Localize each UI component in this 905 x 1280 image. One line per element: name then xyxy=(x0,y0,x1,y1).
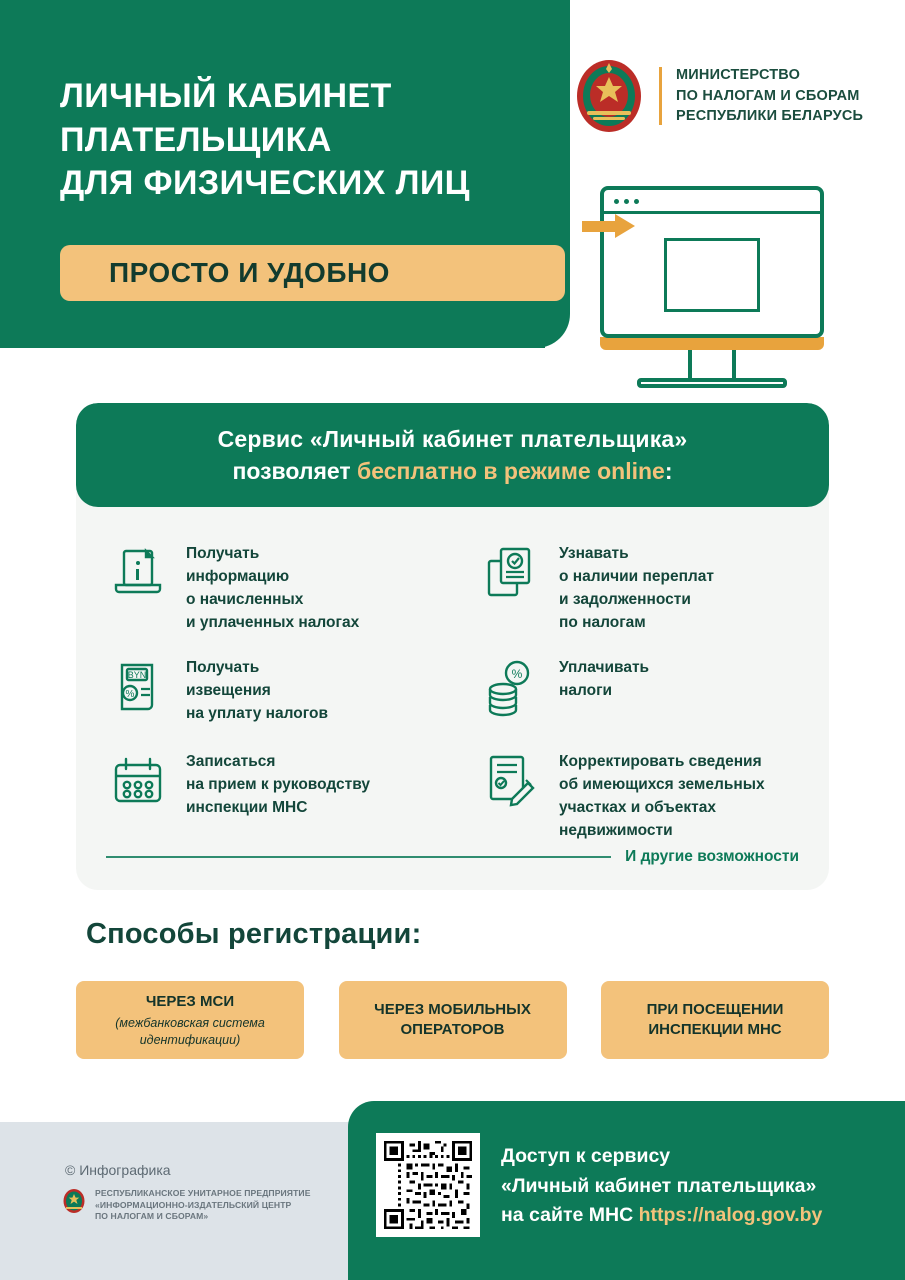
feature-item xyxy=(76,531,449,645)
tagline-badge xyxy=(60,245,565,301)
registration-card-note xyxy=(115,1015,265,1049)
feature-line: на уплату налогов xyxy=(186,704,328,722)
feature-line: недвижимости xyxy=(559,821,673,839)
registration-note-line: идентификации) xyxy=(139,1032,241,1047)
access-line-1: Доступ к сервису xyxy=(501,1145,671,1167)
more-features-row xyxy=(106,848,799,866)
ministry-line-2: ПО НАЛОГАМ И СБОРАМ xyxy=(676,87,860,104)
qr-code[interactable] xyxy=(376,1133,480,1237)
edit-document-icon xyxy=(479,749,543,813)
more-features-label: И другие возможности xyxy=(625,848,799,865)
belarus-emblem-icon xyxy=(573,57,645,135)
feature-line: и уплаченных налогах xyxy=(186,613,360,631)
monitor-stand xyxy=(637,378,787,388)
monitor-neck xyxy=(688,350,736,378)
svg-text:%: % xyxy=(511,666,523,681)
ministry-name xyxy=(676,65,863,127)
feature-line: на прием к руководству xyxy=(186,775,371,793)
feature-line: Получать xyxy=(186,658,260,676)
window-dots-icon xyxy=(614,199,639,204)
registration-card-title: ЧЕРЕЗ МСИ xyxy=(145,992,235,1010)
ministry-line-3: РЕСПУБЛИКИ БЕЛАРУСЬ xyxy=(676,108,864,125)
feature-item xyxy=(449,645,829,739)
feature-line: Уплачивать xyxy=(559,658,650,676)
feature-text xyxy=(559,655,649,703)
feature-line: извещения xyxy=(186,681,271,699)
service-heading-line-1: Сервис «Личный кабинет плательщика» xyxy=(217,425,688,452)
login-arrow-icon xyxy=(582,214,640,238)
feature-text xyxy=(559,749,765,843)
ministry-logo xyxy=(573,57,863,135)
access-line-2: «Личный кабинет плательщика» xyxy=(501,1174,817,1197)
registration-card-msi[interactable] xyxy=(76,981,304,1059)
svg-text:BYN: BYN xyxy=(127,669,147,680)
registration-title: Способы регистрации: xyxy=(86,918,422,950)
registration-title-line: ОПЕРАТОРОВ xyxy=(400,1021,505,1038)
service-heading-suffix: : xyxy=(664,457,673,484)
monitor-illustration xyxy=(600,186,824,388)
feature-line: об имеющихся земельных xyxy=(559,775,765,793)
registration-card-title xyxy=(374,1000,531,1041)
monitor-base xyxy=(600,337,824,350)
browser-bar xyxy=(604,190,820,214)
registration-cards xyxy=(76,981,829,1059)
feature-text xyxy=(186,655,328,726)
ministry-line-1: МИНИСТЕРСТВО xyxy=(676,67,801,84)
publisher-emblem-icon xyxy=(62,1188,86,1214)
feature-text xyxy=(186,541,359,635)
document-info-icon xyxy=(106,541,170,605)
registration-title-line: ЧЕРЕЗ МОБИЛЬНЫХ xyxy=(374,1000,531,1018)
registration-card-office[interactable] xyxy=(601,981,829,1059)
feature-text xyxy=(186,749,370,820)
registration-title-line: ПРИ ПОСЕЩЕНИИ xyxy=(646,1000,784,1018)
copyright-label: © Инфографика xyxy=(65,1162,171,1178)
feature-line: по налогам xyxy=(559,613,646,631)
feature-line: о начисленных xyxy=(186,590,304,608)
registration-card-mobile[interactable] xyxy=(339,981,567,1059)
feature-item xyxy=(76,645,449,739)
service-heading-line-2 xyxy=(232,458,672,485)
feature-line: Узнавать xyxy=(559,545,629,562)
feature-item xyxy=(449,531,829,645)
calendar-icon xyxy=(106,749,170,813)
registration-note-line: (межбанковская система xyxy=(115,1015,265,1030)
feature-text xyxy=(559,541,714,635)
feature-line: Получать xyxy=(186,545,260,562)
tagline-text: ПРОСТО И УДОБНО xyxy=(109,257,390,288)
publisher-name xyxy=(95,1188,311,1223)
access-prefix: на сайте МНС xyxy=(501,1204,639,1227)
service-heading-prefix: позволяет xyxy=(232,457,358,484)
feature-line: участках и объектах xyxy=(559,798,716,816)
access-line-3 xyxy=(501,1201,822,1231)
logo-divider xyxy=(659,67,662,125)
registration-card-title xyxy=(647,1000,784,1041)
service-card-header xyxy=(76,403,829,507)
login-box-icon xyxy=(664,238,760,312)
divider xyxy=(106,856,611,858)
byn-notice-icon xyxy=(106,655,170,719)
feature-line: налоги xyxy=(559,681,613,699)
service-card xyxy=(76,403,829,890)
features-grid xyxy=(76,507,829,853)
registration-title-line: ИНСПЕКЦИИ МНС xyxy=(648,1021,782,1038)
feature-line: и задолженности xyxy=(559,590,691,608)
feature-line: информацию xyxy=(186,567,290,585)
feature-line: инспекции МНС xyxy=(186,798,308,816)
access-info xyxy=(501,1142,822,1231)
service-heading-accent: бесплатно в режиме online xyxy=(357,457,665,484)
publisher-imprint xyxy=(62,1188,311,1223)
page-title-line-3: ДЛЯ ФИЗИЧЕСКИХ ЛИЦ xyxy=(60,164,470,203)
feature-line: Записаться xyxy=(186,752,276,770)
publisher-line: «ИНФОРМАЦИОННО-ИЗДАТЕЛЬСКИЙ ЦЕНТР xyxy=(95,1199,292,1210)
feature-item xyxy=(76,739,449,853)
feature-line: Корректировать сведения xyxy=(559,752,762,770)
service-url-link[interactable]: https://nalog.gov.by xyxy=(638,1204,823,1227)
monitor-screen xyxy=(600,186,824,338)
page-title-line-2: ПЛАТЕЛЬЩИКА xyxy=(60,120,332,159)
page-title-line-1: ЛИЧНЫЙ КАБИНЕТ xyxy=(60,77,392,115)
publisher-line: ПО НАЛОГАМ И СБОРАМ» xyxy=(95,1211,209,1222)
feature-line: о наличии переплат xyxy=(559,567,714,585)
coins-percent-icon xyxy=(479,655,543,719)
svg-text:%: % xyxy=(125,688,135,700)
publisher-line: РЕСПУБЛИКАНСКОЕ УНИТАРНОЕ ПРЕДПРИЯТИЕ xyxy=(95,1188,311,1198)
checked-documents-icon xyxy=(479,541,543,605)
page-title xyxy=(60,75,540,206)
feature-item xyxy=(449,739,829,853)
